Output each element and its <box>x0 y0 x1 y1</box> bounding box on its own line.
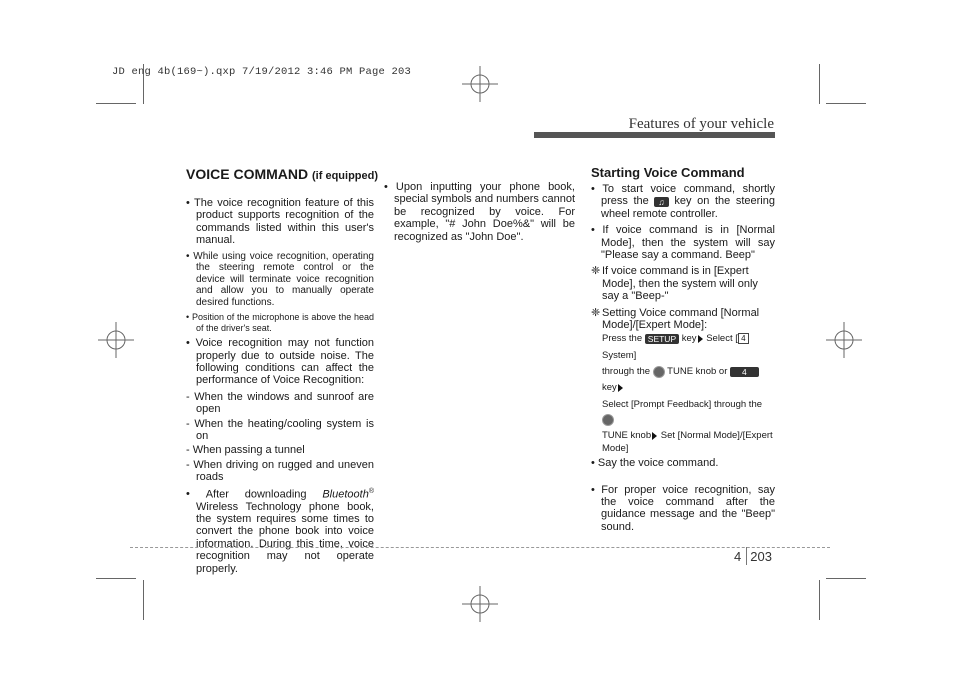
crop-mark <box>826 103 866 104</box>
list-item: • After downloading Bluetooth® Wireless Technology phone book, the system requires some times to convert the phone book into voice information. During this time, voice recognition may not operate properly. <box>186 486 374 576</box>
instruction-line: Select [Prompt Feedback] through the <box>602 397 775 430</box>
list-item: • Position of the microphone is above the head of the driver's seat. <box>186 312 374 333</box>
number-4-key: 4 <box>730 367 759 377</box>
crop-mark <box>96 578 136 579</box>
print-slug: JD eng 4b(169~).qxp 7/19/2012 3:46 PM Page 203 <box>112 66 412 78</box>
column-left <box>186 165 379 579</box>
tune-knob-icon <box>602 414 614 426</box>
instruction-line: TUNE knob Set [Normal Mode]/[Expert Mode] <box>602 430 773 455</box>
crop-mark <box>819 580 820 620</box>
registration-mark-icon <box>98 322 134 358</box>
list-item: • Voice recognition may not function properly due to outside noise. The following conditions can affect the performance of Voice Recognition: <box>186 337 374 387</box>
number-4-box: 4 <box>738 333 749 344</box>
chapter-number: 4 <box>734 549 742 564</box>
footer-rule <box>130 547 830 548</box>
instruction-line: through the TUNE knob or 4 key <box>602 364 775 397</box>
list-item: • While using voice recognition, operating the steering remote control or the device will terminate voice recognition and allow you to manually operate desired functions. <box>186 251 374 309</box>
registration-mark-icon <box>462 586 498 622</box>
crop-mark <box>96 103 136 104</box>
note-item: ❈ If voice command is in [Expert Mode], then the system will only say a "Beep-" <box>591 265 758 303</box>
crop-mark <box>826 578 866 579</box>
column-middle <box>384 181 575 247</box>
running-header-title: Features of your vehicle <box>628 116 774 132</box>
condition-item: - When the heating/cooling system is on <box>186 418 374 443</box>
setup-key: SETUP <box>645 334 679 344</box>
list-item: • The voice recognition feature of this product supports recognition of the commands listed within this user's manual. <box>186 197 374 247</box>
list-item: • Say the voice command. <box>591 457 775 469</box>
setup-instructions <box>591 331 775 455</box>
list-item: • For proper voice recognition, say the voice command after the guidance message and the "Beep" sound. <box>591 484 775 534</box>
crop-mark <box>143 580 144 620</box>
page-number-value: 203 <box>750 549 772 564</box>
condition-item: - When driving on rugged and uneven roads <box>186 459 374 484</box>
instruction-line: Press the SETUP key Select [ 4System] <box>602 331 775 364</box>
condition-item: - When the windows and sunroof are open <box>186 391 374 416</box>
page-number <box>734 549 772 564</box>
registration-mark-icon <box>462 66 498 102</box>
registration-mark-icon <box>826 322 862 358</box>
arrow-right-icon <box>698 335 703 343</box>
arrow-right-icon <box>618 384 623 392</box>
column-right <box>591 165 775 537</box>
tune-knob-icon <box>653 366 665 378</box>
voice-command-icon: ♫ <box>654 197 668 207</box>
list-item: • To start voice command, shortly press the ♫ key on the steering wheel remote controller. <box>591 183 775 220</box>
condition-item: - When passing a tunnel <box>186 444 374 456</box>
crop-mark <box>819 64 820 104</box>
list-item: • If voice command is in [Normal Mode], then the system will say "Please say a command. Beep" <box>591 224 775 261</box>
bluetooth-brand: Bluetooth <box>322 488 369 501</box>
note-item: ❈ Setting Voice command [Normal Mode]/[Expert Mode]: <box>591 306 760 332</box>
section-heading: VOICE COMMAND (if equipped) <box>186 166 379 182</box>
list-item: • Upon inputting your phone book, special symbols and numbers cannot be recognized by voice. For example, "# John Doe%&" will be recognized as "John Doe". <box>384 181 575 243</box>
arrow-right-icon <box>652 432 657 440</box>
header-rule <box>534 132 775 138</box>
section-heading: Starting Voice Command <box>591 165 745 180</box>
